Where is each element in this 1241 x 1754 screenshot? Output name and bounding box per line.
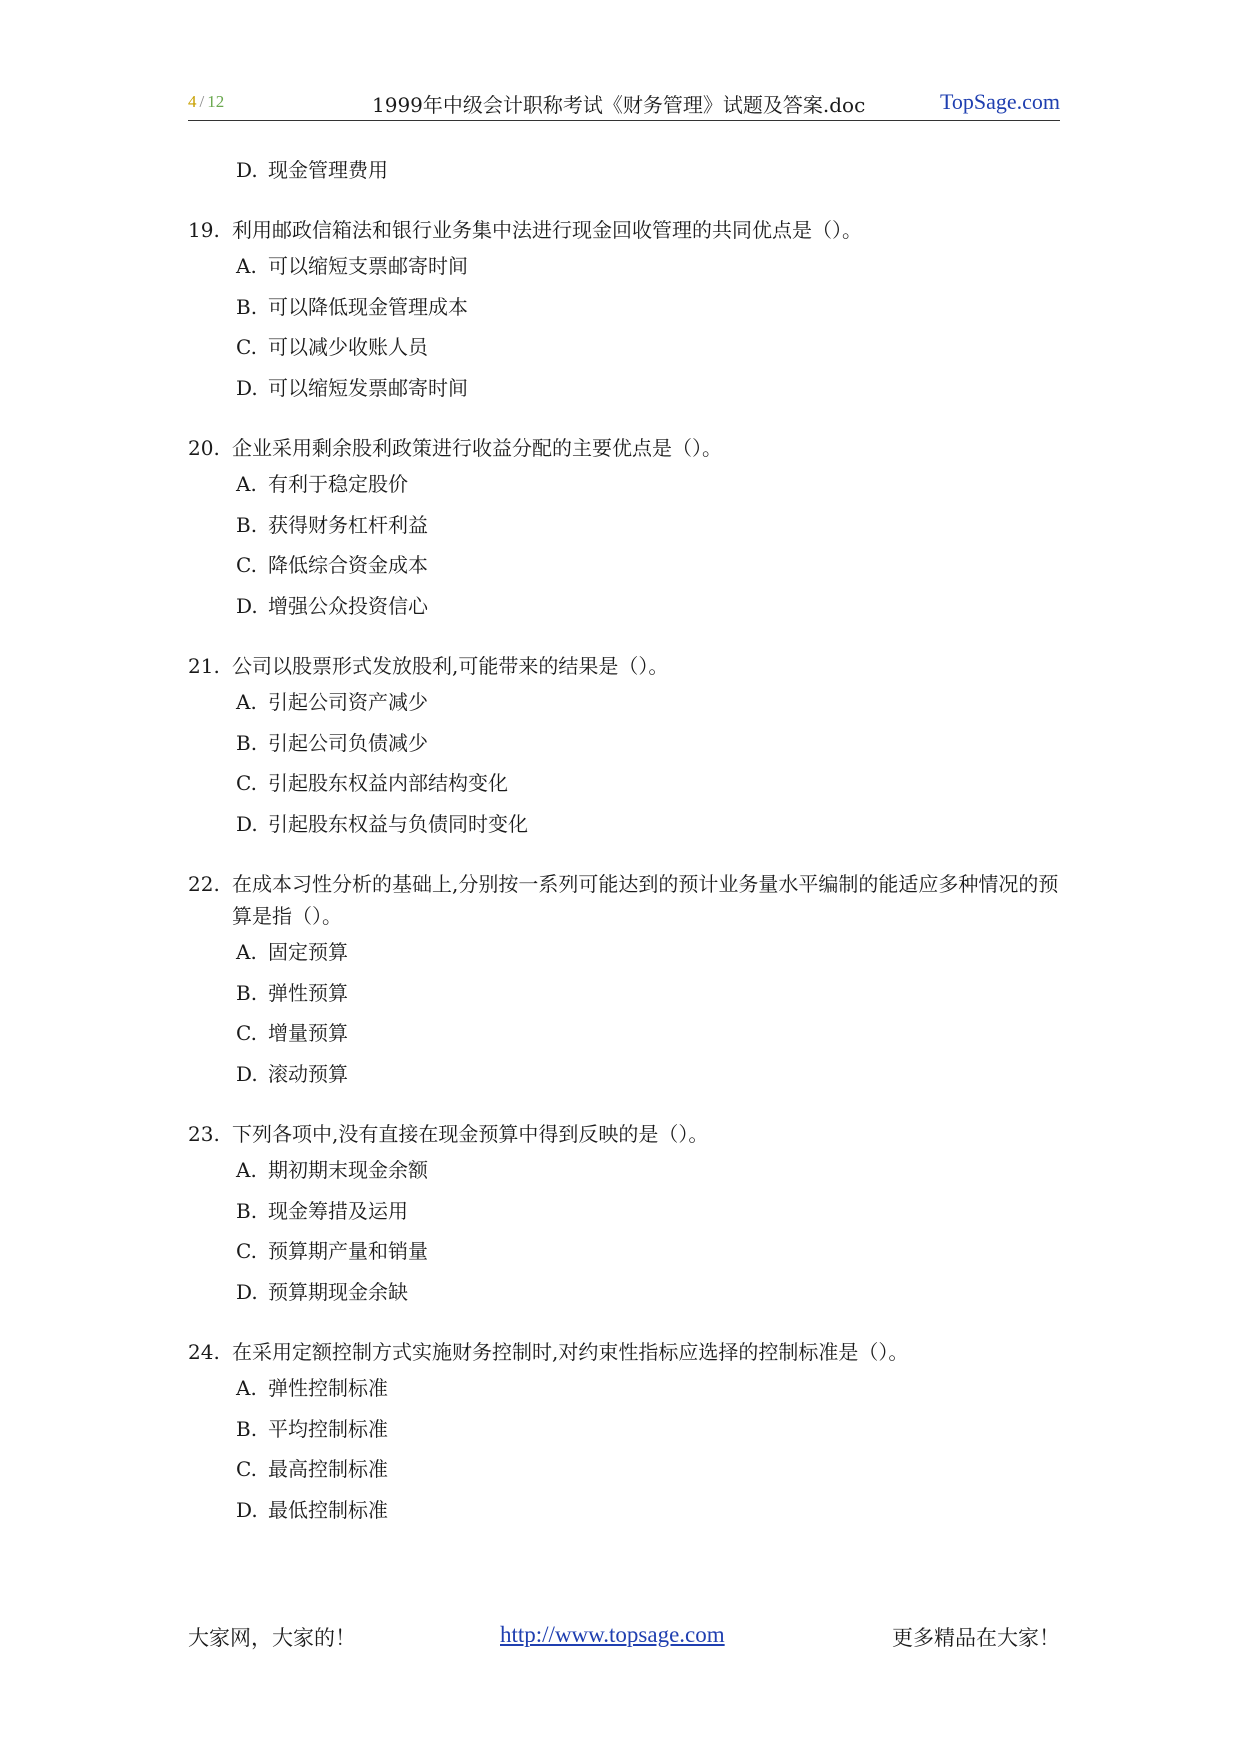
option-text: 滚动预算 — [268, 1061, 348, 1086]
answer-option — [236, 246, 1068, 287]
answer-option — [236, 1191, 1068, 1232]
option-letter: C. — [236, 1457, 257, 1481]
answer-option — [236, 1449, 1068, 1490]
question-text: 利用邮政信箱法和银行业务集中法进行现金回收管理的共同优点是（）。 — [232, 218, 862, 242]
option-letter: D. — [236, 1279, 258, 1304]
answer-option — [236, 1150, 1068, 1191]
option-letter: D. — [236, 593, 258, 618]
question-number: 20. — [188, 436, 220, 460]
option-text: 可以减少收账人员 — [268, 335, 428, 359]
page-footer — [188, 1622, 1060, 1656]
option-text: 有利于稳定股价 — [268, 472, 408, 496]
option-text: 预算期产量和销量 — [268, 1239, 428, 1263]
continued-option — [236, 150, 1068, 190]
option-letter: C. — [236, 553, 257, 577]
answer-option — [236, 505, 1068, 546]
question-list — [188, 214, 1068, 1530]
footer-slogan-left: 大家网，大家的！ — [188, 1626, 356, 1650]
question-stem — [188, 432, 1068, 464]
document-title: 1999年中级会计职称考试《财务管理》试题及答案.doc — [372, 93, 866, 117]
answer-option — [236, 1409, 1068, 1450]
answer-option — [236, 763, 1068, 804]
question-stem — [188, 1336, 1068, 1368]
page-content — [188, 150, 1068, 1530]
page-number — [188, 92, 224, 112]
answer-option — [236, 804, 1068, 845]
option-letter: B. — [236, 294, 258, 319]
option-text: 降低综合资金成本 — [268, 553, 428, 577]
question-number: 19. — [188, 218, 220, 242]
answer-option — [236, 723, 1068, 764]
footer-slogan-right: 更多精品在大家！ — [892, 1626, 1060, 1650]
answer-option — [236, 464, 1068, 505]
option-letter: A. — [236, 1376, 257, 1400]
option-letter: A. — [236, 472, 257, 496]
option-text: 可以缩短发票邮寄时间 — [268, 375, 468, 400]
option-letter: A. — [236, 940, 257, 964]
option-text: 获得财务杠杆利益 — [268, 512, 428, 537]
option-letter: D. — [236, 811, 258, 836]
answer-option — [236, 327, 1068, 368]
answer-option — [236, 1231, 1068, 1272]
option-letter: B. — [236, 730, 258, 755]
option-text: 引起股东权益内部结构变化 — [268, 771, 508, 795]
question-block — [188, 214, 1068, 408]
question-block — [188, 868, 1068, 1094]
option-text: 引起公司资产减少 — [268, 690, 428, 714]
option-letter: B. — [236, 980, 258, 1005]
question-text: 在成本习性分析的基础上,分别按一系列可能达到的预计业务量水平编制的能适应多种情况的预算是指（）。 — [232, 872, 1059, 928]
question-stem — [188, 650, 1068, 682]
question-text: 下列各项中,没有直接在现金预算中得到反映的是（）。 — [232, 1122, 709, 1146]
page-separator: / — [199, 92, 205, 111]
option-text: 最高控制标准 — [268, 1457, 388, 1481]
option-text: 平均控制标准 — [268, 1416, 388, 1441]
answer-option — [236, 682, 1068, 723]
answer-option — [236, 973, 1068, 1014]
question-text: 在采用定额控制方式实施财务控制时,对约束性指标应选择的控制标准是（）。 — [232, 1340, 909, 1364]
answer-option — [236, 1272, 1068, 1313]
answer-option — [236, 1013, 1068, 1054]
answer-option — [236, 1490, 1068, 1531]
question-block — [188, 1118, 1068, 1312]
question-block — [188, 650, 1068, 844]
question-stem — [188, 868, 1068, 932]
option-letter: C. — [236, 335, 257, 359]
answer-option — [236, 586, 1068, 627]
option-text: 增强公众投资信心 — [268, 593, 428, 618]
option-letter: B. — [236, 1198, 258, 1223]
answer-option — [236, 1368, 1068, 1409]
header-site-link[interactable]: TopSage.com — [939, 89, 1060, 114]
question-number: 22. — [188, 872, 220, 896]
option-letter: D. — [236, 158, 258, 182]
option-letter: C. — [236, 771, 257, 795]
question-number: 24. — [188, 1340, 220, 1364]
option-letter: A. — [236, 690, 257, 714]
option-letter: D. — [236, 1061, 258, 1086]
option-text: 最低控制标准 — [268, 1497, 388, 1522]
page-total: 12 — [207, 92, 225, 111]
question-text: 公司以股票形式发放股利,可能带来的结果是（）。 — [232, 654, 669, 678]
option-text: 可以缩短支票邮寄时间 — [268, 254, 468, 278]
question-block — [188, 1336, 1068, 1530]
option-text: 现金管理费用 — [268, 158, 388, 182]
option-letter: B. — [236, 512, 258, 537]
option-letter: A. — [236, 254, 257, 278]
option-text: 可以降低现金管理成本 — [268, 294, 468, 319]
option-text: 预算期现金余缺 — [268, 1279, 408, 1304]
option-text: 固定预算 — [268, 940, 348, 964]
option-text: 弹性预算 — [268, 980, 348, 1005]
option-text: 现金筹措及运用 — [268, 1198, 408, 1223]
option-letter: D. — [236, 375, 258, 400]
option-letter: C. — [236, 1239, 257, 1263]
option-letter: B. — [236, 1416, 258, 1441]
question-number: 23. — [188, 1122, 220, 1146]
option-text: 弹性控制标准 — [268, 1376, 388, 1400]
option-letter: A. — [236, 1158, 257, 1182]
question-stem — [188, 214, 1068, 246]
option-text: 期初期末现金余额 — [268, 1158, 428, 1182]
question-stem — [188, 1118, 1068, 1150]
option-text: 引起公司负债减少 — [268, 730, 428, 755]
answer-option — [236, 1054, 1068, 1095]
option-letter: C. — [236, 1021, 257, 1045]
answer-option — [236, 932, 1068, 973]
page-header — [188, 88, 1060, 121]
option-text: 增量预算 — [268, 1021, 348, 1045]
answer-option — [236, 287, 1068, 328]
question-block — [188, 432, 1068, 626]
option-text: 引起股东权益与负债同时变化 — [268, 811, 528, 836]
answer-option — [236, 545, 1068, 586]
question-text: 企业采用剩余股利政策进行收益分配的主要优点是（）。 — [232, 436, 722, 460]
page-current: 4 — [188, 92, 197, 111]
question-number: 21. — [188, 654, 220, 678]
footer-url-link[interactable]: http://www.topsage.com — [500, 1622, 725, 1647]
answer-option — [236, 368, 1068, 409]
option-letter: D. — [236, 1497, 258, 1522]
